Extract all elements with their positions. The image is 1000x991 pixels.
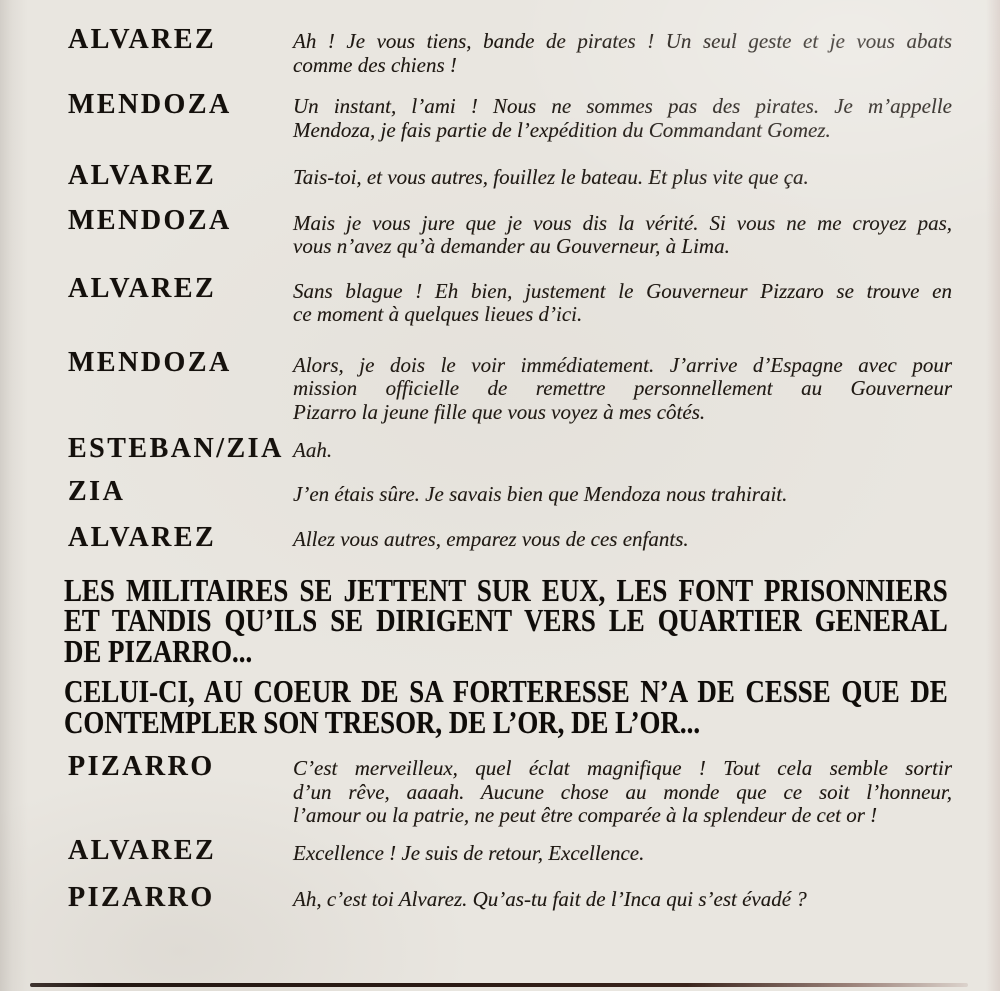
speaker-name: ALVAREZ [68, 273, 217, 304]
dialogue-line: Mendoza, je fais partie de l’expédition du Commandant Gomez. [293, 117, 831, 142]
dialogue-line: Pizarro la jeune fille que vous voyez à mes côtés. [293, 399, 706, 424]
dialogue-row [68, 23, 952, 77]
dialogue-list [64, 23, 952, 913]
dialogue-text [293, 30, 952, 77]
dialogue-line: Aah. [293, 438, 333, 462]
dialogue-line: vous n’avez qu’à demander au Gouverneur, à Lima. [293, 234, 730, 258]
dialogue-row [68, 432, 952, 464]
speaker-name: PIZARRO [68, 750, 215, 782]
dialogue-text [293, 888, 952, 912]
dialogue-text [293, 212, 952, 259]
dialogue-line: Tais-toi, et vous autres, fouillez le bateau. Et plus vite que ça. [293, 165, 809, 189]
dialogue-line: comme des chiens ! [293, 52, 457, 77]
dialogue-row [68, 273, 952, 327]
dialogue-text [293, 166, 952, 190]
dialogue-row [68, 881, 952, 913]
page-bottom-scan-edge [30, 983, 968, 987]
narration-line: ET TANDIS QU’ILS SE DIRIGENT VERS LE QUARTIER GENERAL [64, 602, 948, 638]
dialogue-row [68, 159, 952, 191]
dialogue-line: J’en étais sûre. Je savais bien que Mendoza nous trahirait. [293, 481, 788, 506]
speaker-name: ALVAREZ [68, 521, 217, 553]
dialogue-row [68, 835, 952, 866]
dialogue-text [293, 280, 952, 327]
dialogue-row [68, 88, 952, 142]
dialogue-row [68, 205, 952, 259]
dialogue-line: Mais je vous jure que je vous dis la vérité. Si vous ne me croyez pas, [293, 210, 952, 235]
dialogue-row [68, 521, 952, 553]
narration-block [64, 571, 952, 669]
speaker-name: ALVAREZ [68, 23, 217, 55]
speaker-name: ALVAREZ [68, 159, 217, 191]
dialogue-line: Sans blague ! Eh bien, justement le Gouverneur Pizzaro se trouve en [293, 278, 952, 303]
speaker-name: MENDOZA [68, 205, 232, 236]
narration-line: CELUI-CI, AU COEUR DE SA FORTERESSE N’A DE CESSE QUE DE [64, 673, 948, 709]
dialogue-line: Ah, c’est toi Alvarez. Qu’as-tu fait de l’Inca qui s’est évadé ? [293, 887, 807, 911]
dialogue-line: C’est merveilleux, quel éclat magnifique ! Tout cela semble sortir [293, 756, 952, 780]
speaker-name: MENDOZA [68, 88, 232, 120]
dialogue-text [293, 354, 952, 425]
dialogue-line: mission officielle de remettre personnellement au Gouverneur [293, 376, 952, 400]
speaker-name: ZIA [68, 476, 126, 507]
dialogue-line: Excellence ! Je suis de retour, Excellence. [293, 840, 645, 865]
dialogue-row [68, 347, 952, 425]
dialogue-line: Allez vous autres, emparez vous de ces enfants. [293, 527, 689, 551]
dialogue-text [293, 95, 952, 142]
dialogue-text [293, 439, 952, 463]
dialogue-text [293, 757, 952, 828]
narration-block [64, 673, 952, 740]
dialogue-text [293, 842, 952, 866]
narration-line: LES MILITAIRES SE JETTENT SUR EUX, LES FONT PRISONNIERS [64, 571, 948, 608]
dialogue-row [68, 476, 952, 507]
dialogue-line: d’un rêve, aaaah. Aucune chose au monde que ce soit l’honneur, [293, 779, 952, 804]
dialogue-line: l’amour ou la patrie, ne peut être comparée à la splendeur de cet or ! [293, 803, 878, 827]
narration-line: CONTEMPLER SON TRESOR, DE L’OR, DE L’OR... [64, 703, 701, 740]
speaker-name: PIZARRO [68, 881, 215, 913]
dialogue-line: ce moment à quelques lieues d’ici. [293, 302, 583, 326]
narration-line: DE PIZARRO... [64, 632, 253, 669]
dialogue-row [68, 750, 952, 828]
dialogue-line: Un instant, l’ami ! Nous ne sommes pas des pirates. Je m’appelle [293, 94, 952, 118]
dialogue-line: Alors, je dois le voir immédiatement. J’arrive d’Espagne avec pour [293, 352, 952, 377]
speaker-name: MENDOZA [68, 347, 232, 378]
dialogue-text [293, 483, 952, 507]
dialogue-line: Ah ! Je vous tiens, bande de pirates ! Un seul geste et je vous abats [293, 29, 952, 53]
speaker-name: ESTEBAN/ZIA [68, 432, 284, 464]
speaker-name: ALVAREZ [68, 835, 217, 866]
dialogue-text [293, 528, 952, 552]
